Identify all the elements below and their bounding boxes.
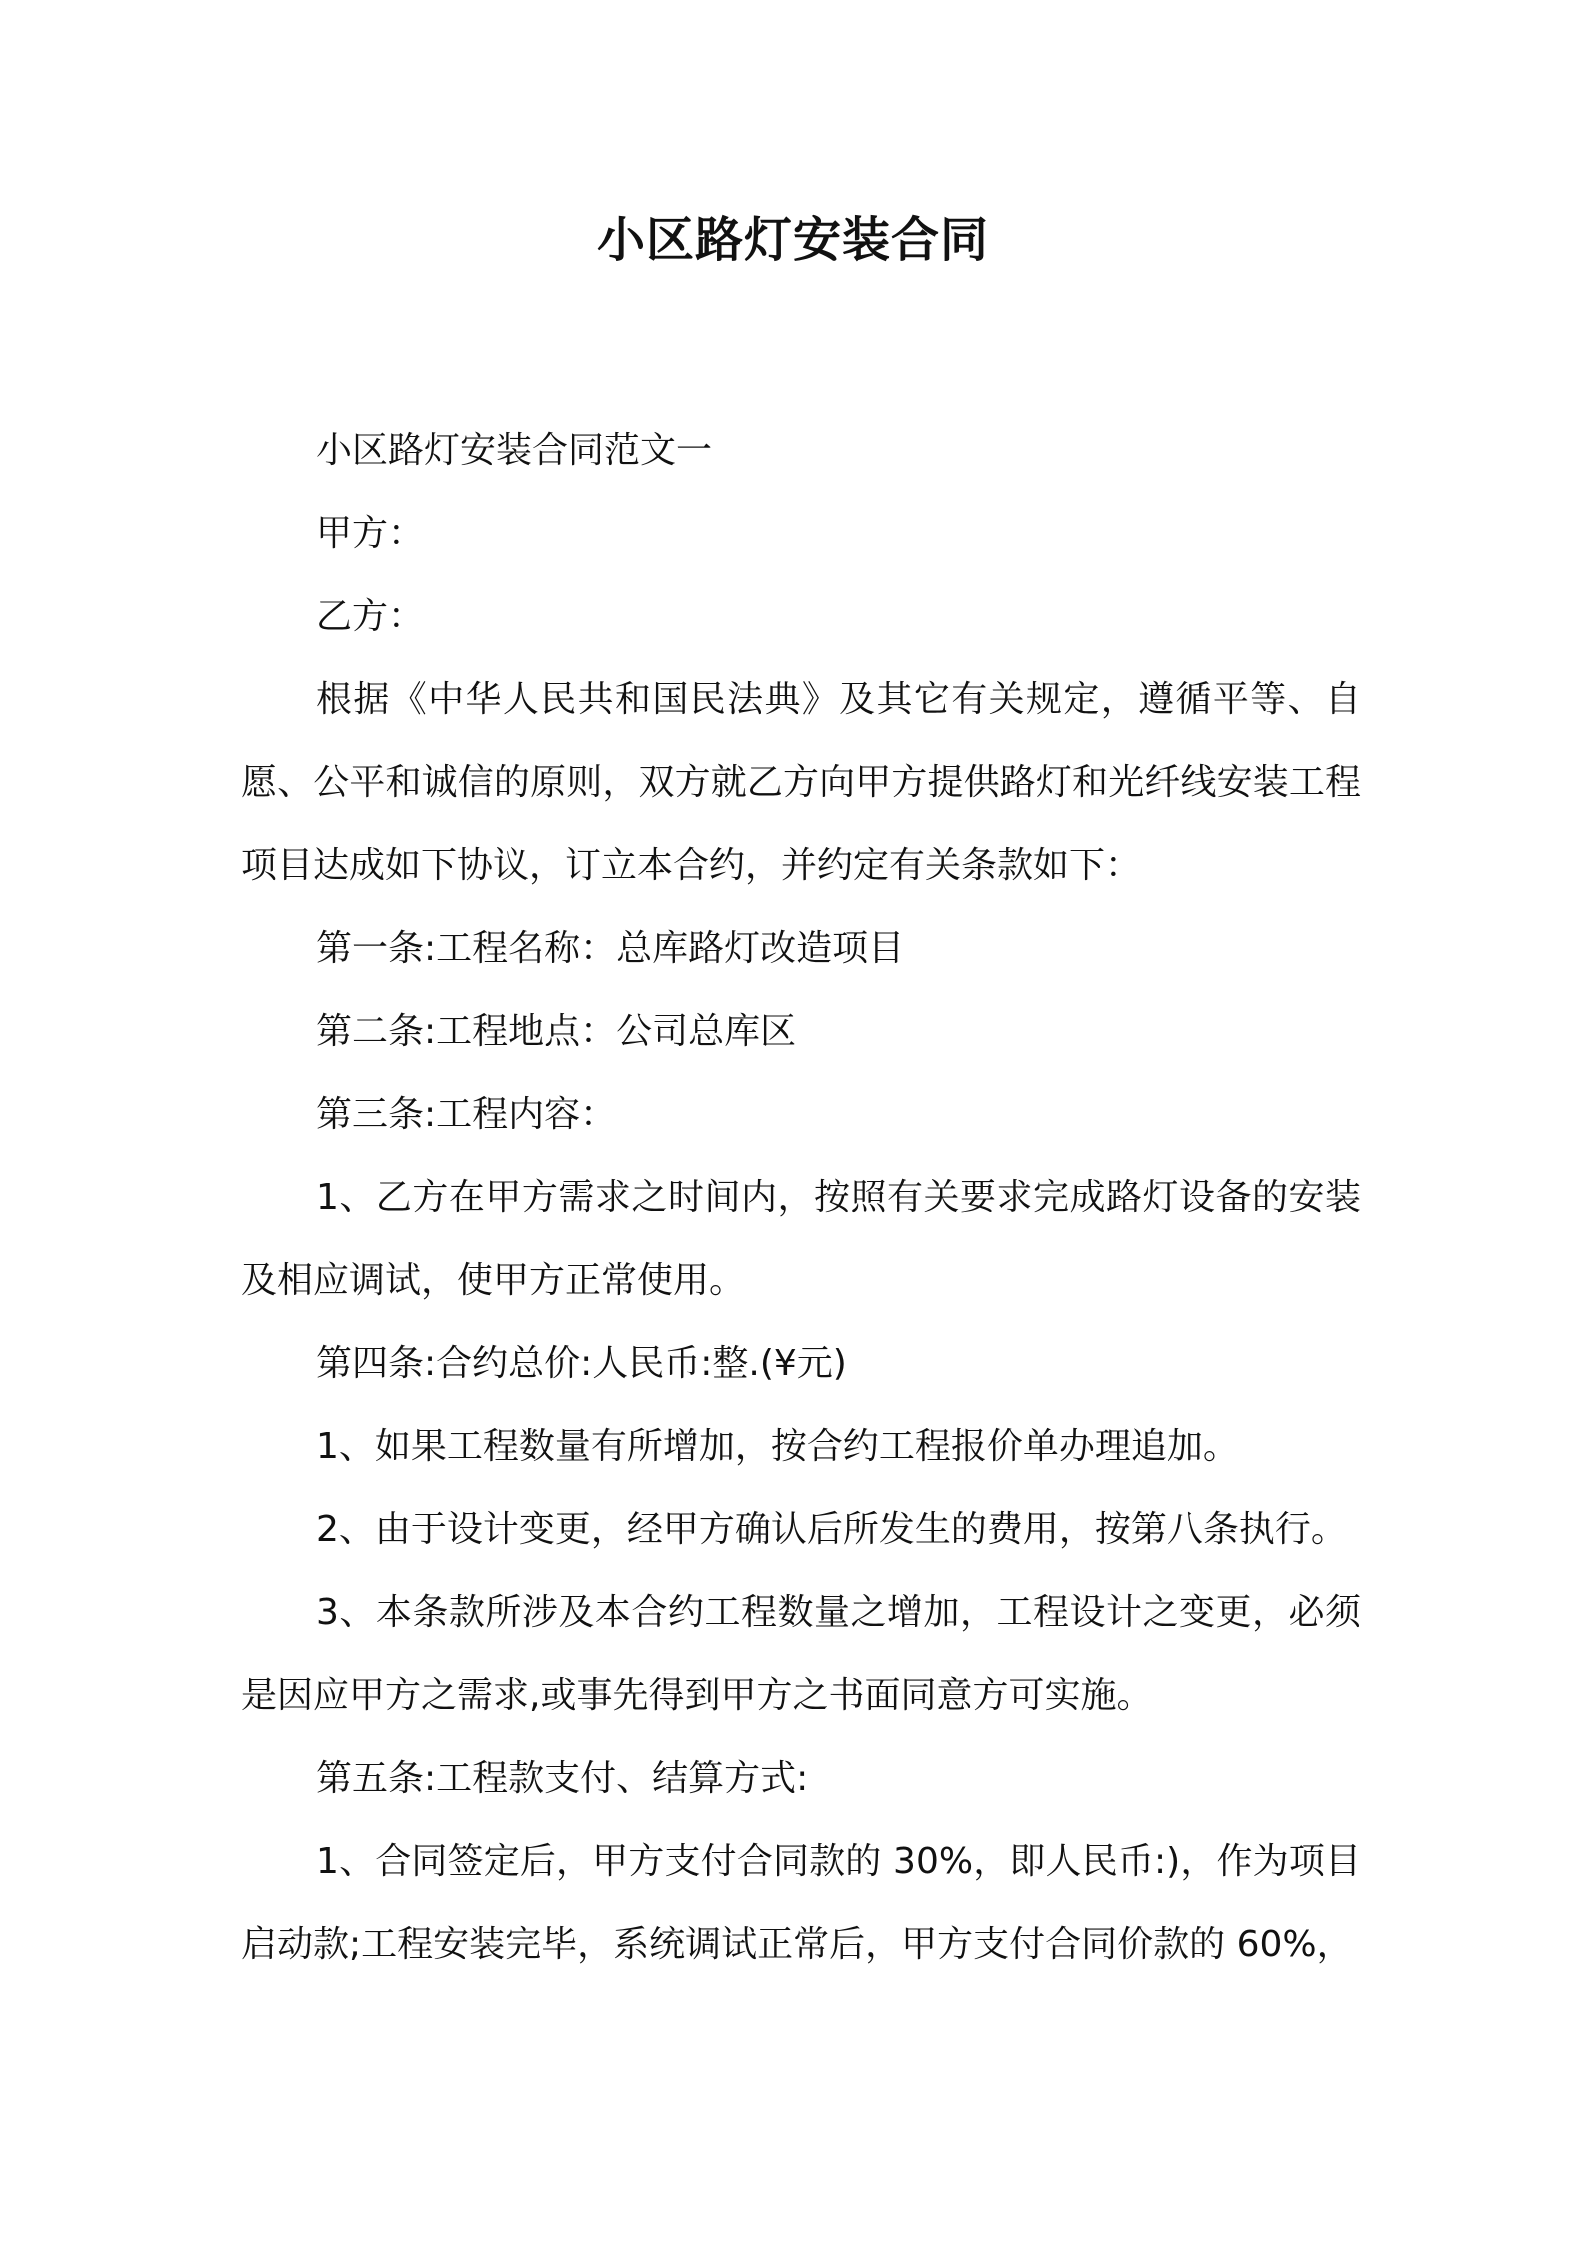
document-title: 小区路灯安装合同 (596, 212, 989, 268)
paragraph-article-1: 第一条:工程名称：总库路灯改造项目 (316, 928, 905, 969)
paragraph-article-5-item-1: 1、合同签定后，甲方支付合同款的 30%，即人民币:)，作为项目启动款;工程安装完毕，系统调试正常后，甲方支付合同价款的 60%， (241, 1841, 1361, 1965)
paragraph-party-b: 乙方： (316, 596, 425, 637)
paragraph-article-4-item-1: 1、如果工程数量有所增加，按合约工程报价单办理追加。 (316, 1426, 1239, 1467)
document-body (241, 409, 1361, 1986)
paragraph-article-3: 第三条:工程内容： (316, 1094, 617, 1135)
paragraph-article-3-item-1: 1、乙方在甲方需求之时间内，按照有关要求完成路灯设备的安装及相应调试，使甲方正常使用。 (241, 1177, 1361, 1301)
paragraph-preamble: 根据《中华人民共和国民法典》及其它有关规定，遵循平等、自愿、公平和诚信的原则，双方就乙方向甲方提供路灯和光纤线安装工程项目达成如下协议，订立本合约，并约定有关条款如下： (241, 679, 1361, 886)
paragraph-article-4-item-2: 2、由于设计变更，经甲方确认后所发生的费用，按第八条执行。 (316, 1509, 1347, 1550)
paragraph-template-heading: 小区路灯安装合同范文一 (316, 430, 713, 471)
paragraph-article-4: 第四条:合约总价:人民币:整.(¥元) (316, 1343, 847, 1384)
paragraph-party-a: 甲方： (316, 513, 425, 554)
paragraph-article-4-item-3: 3、本条款所涉及本合约工程数量之增加，工程设计之变更，必须是因应甲方之需求,或事先得到甲方之书面同意方可实施。 (241, 1592, 1361, 1716)
paragraph-article-5: 第五条:工程款支付、结算方式: (316, 1758, 809, 1799)
paragraph-article-2: 第二条:工程地点：公司总库区 (316, 1011, 797, 1052)
